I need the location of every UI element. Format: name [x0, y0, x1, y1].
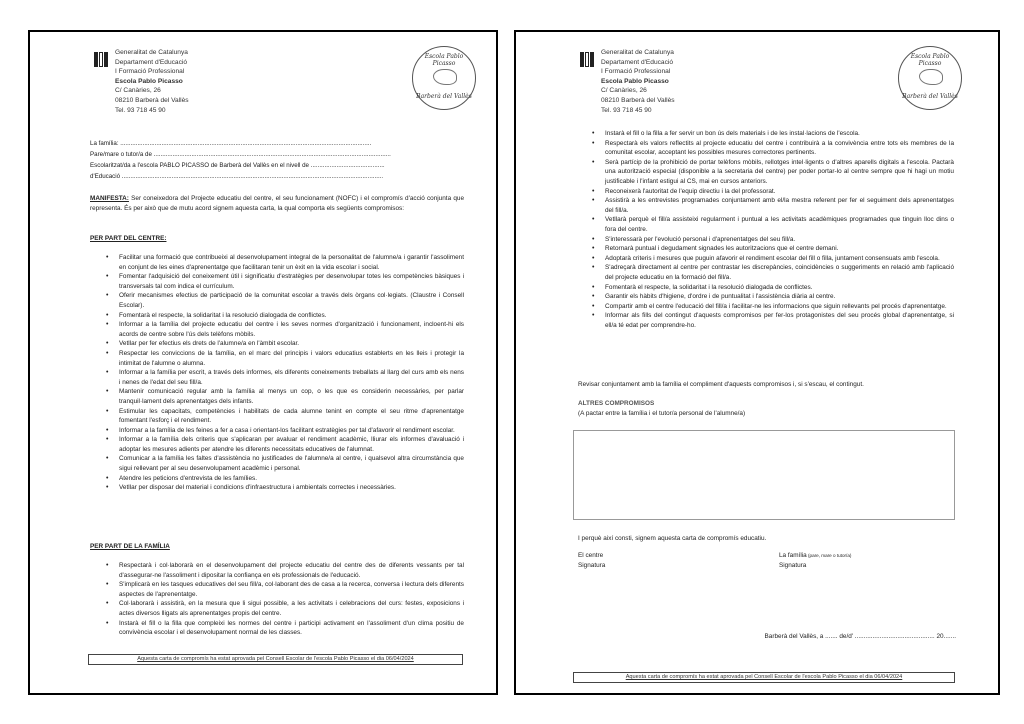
- phone: Tel. 93 718 45 90: [601, 106, 652, 114]
- address-line: 08210 Barberà del Vallès: [601, 96, 675, 104]
- dove-icon: [433, 69, 457, 85]
- place-date-field[interactable]: Barberà del Vallès, a ....... de/d' ............................................. 20.......: [764, 633, 956, 640]
- dove-icon: [919, 69, 943, 85]
- commitment-item: • Estimular les capacitats, competències i habilitats de cada alumne tenint en compte el seu ritme d'aprenentatge fomentant l'esforç i el rendiment.: [106, 407, 464, 426]
- letterhead-line: I Formació Professional: [601, 68, 671, 76]
- other-commitments-heading: ALTRES COMPROMISOS: [578, 400, 655, 407]
- manifesta-text: Ser coneixedora del Projecte educatiu del centre, el seu funcionament (NOFC) i el compromís d'acció conjunta que representa. És per això que de mutu acord signem aquesta carta, la qual comporta els següents compromisos:: [90, 195, 464, 212]
- commitment-item: • Oferir mecanismes efectius de participació de la comunitat escolar a través dels òrgans col·legiats. (Claustre i Consell Escolar).: [106, 291, 464, 310]
- address-line: C/ Canàries, 26: [601, 87, 647, 95]
- school-seal: [898, 46, 962, 110]
- letterhead-line: Departament d'Educació: [115, 58, 188, 66]
- generalitat-logo-icon: [580, 52, 594, 67]
- commitment-item: • Informar a la família de les feines a fer a casa i orientant-los facilitant estratègies per tal d'afavorir el rendiment escolar.: [106, 426, 464, 436]
- school-name: Escola Pablo Picasso: [115, 77, 183, 85]
- commitment-item: • Compartir amb el centre l'educació del fill/a i facilitar-ne les informacions que siguin rellevants pel procés d'aprenentatge.: [592, 302, 954, 312]
- commitment-item: • Garantir els hàbits d'higiene, d'ordre i de puntualitat i l'assistència diària al centre.: [592, 292, 954, 302]
- commitment-item: • Vetllar per disposar del material i condicions d'infraestructura i ambientals correctes i necessàries.: [106, 483, 464, 493]
- education-field[interactable]: d'Educació ........................................................................................................................................................: [90, 173, 384, 180]
- commitment-item: • Instarà el fill o la filla a fer servir un bon ús dels materials i de les instal·lacions de l'escola.: [592, 129, 954, 139]
- family-commitments-list: [106, 561, 464, 638]
- commitment-item: • Respectarà i col·laborarà en el desenvolupament del projecte educatiu del centre des de diferents vessants per tal d'assegurar-ne l'assoliment i dipositar la confiança en els professionals de l'educació.: [106, 561, 464, 580]
- commitment-item: • Serà partícip de la prohibició de portar telèfons mòbils, rellotges intel·ligents o d'altres aparells digitals a l'escola. Pactarà una autorització especial (disponible a la secretaria del centre) per poder portar-lo al centre sempre que hi hagi un motiu justificable i l'infant estigui al CS, mai en cursos anteriors.: [592, 158, 954, 187]
- approval-footer: Aquesta carta de compromís ha estat aprovada pel Consell Escolar de l'escola Pablo Picasso el dia 06/04/2024: [88, 654, 463, 665]
- family-label: La família: [779, 552, 807, 559]
- letterhead-line: Departament d'Educació: [601, 58, 674, 66]
- address-line: C/ Canàries, 26: [115, 87, 161, 95]
- signature-label[interactable]: Signatura: [578, 561, 606, 569]
- commitment-item: • Mantenir comunicació regular amb la família al menys un cop, o les que es considerin necessàries, per parlar tranquil·lament dels aprenentatges dels infants.: [106, 387, 464, 406]
- seal-text: Escola Pablo Picasso: [910, 53, 950, 67]
- commitment-item: • Fomentarà el respecte, la solidaritat i la resolució dialogada de conflictes.: [106, 311, 464, 321]
- manifesta-paragraph: [90, 194, 464, 213]
- letterhead-line: Generalitat de Catalunya: [601, 49, 674, 56]
- level-field[interactable]: Escolaritzat/da a l'escola PABLO PICASSO de Barberà del Vallès en el nivell de ...........................................: [90, 162, 385, 169]
- family-label-note: (pare, mare o tutor/a): [806, 553, 852, 558]
- commitment-item: • Fomentarà el respecte, la solidaritat i la resolució dialogada de conflictes.: [592, 283, 954, 293]
- letterhead: [115, 48, 189, 115]
- letterhead-line: I Formació Professional: [115, 68, 185, 76]
- family-heading: PER PART DE LA FAMÍLIA: [90, 543, 170, 550]
- approval-footer: Aquesta carta de compromís ha estat aprovada pel Consell Escolar de l'escola Pablo Picasso el dia 06/04/2024: [573, 672, 955, 683]
- commitment-item: • Adoptarà criteris i mesures que puguin afavorir el rendiment escolar del fill o filla, juntament consensuats amb l'escola.: [592, 254, 954, 264]
- family-field[interactable]: La família: ..................................................................................................................................................: [90, 140, 372, 147]
- manifesta-label: MANIFESTA:: [90, 195, 129, 202]
- commitment-item: • S'implicarà en les tasques educatives del seu fill/a, col·laborant des de casa a la recerca, conversa i lectura dels diferents aspectes de l'aprenentatge.: [106, 580, 464, 599]
- other-commitments-subtitle: (A pactar entre la família i el tutor/a personal de l'alumne/a): [578, 410, 746, 417]
- commitment-item: • S'adreçarà directament al centre per contrastar les discrepàncies, coincidències o suggeriments en relació amb l'aplicació del projecte educatiu en la formació del fill/a.: [592, 263, 954, 282]
- centre-heading: PER PART DEL CENTRE:: [90, 235, 167, 242]
- letterhead-line: Generalitat de Catalunya: [115, 49, 188, 56]
- commitment-item: • Respectar les conviccions de la família, en el marc del principis i valors educatius establerts en les lleis i protegir la intimitat de l'alumne o alumna.: [106, 349, 464, 368]
- commitment-item: • Instarà el fill o la filla que compleixi les normes del centre i participi activament en l'assoliment d'un clima positiu de convivència escolar i el desenvolupament normal de les classes.: [106, 619, 464, 638]
- family-commitments-list-continued: [592, 129, 954, 330]
- commitment-item: • Vetllarà perquè el fill/a assisteixi regularment i puntual a les activitats acadèmiques programades que tinguin lloc dins o fora del centre.: [592, 215, 954, 234]
- school-name: Escola Pablo Picasso: [601, 77, 669, 85]
- centre-commitments-list: [106, 253, 464, 493]
- seal-text: Escola Pablo Picasso: [424, 53, 464, 67]
- commitment-item: • S'interessarà per l'evolució personal i d'aprenentatges del seu fill/a.: [592, 235, 954, 245]
- commitment-item: • Atendre les peticions d'entrevista de les famílies.: [106, 474, 464, 484]
- guardian-field[interactable]: Pare/mare o tutor/a de ..........................................................................................................................................: [90, 151, 391, 158]
- seal-text: Barberà del Vallès: [902, 93, 958, 100]
- commitment-item: • Reconeixerà l'autoritat de l'equip directiu i la del professorat.: [592, 187, 954, 197]
- commitment-item: • Fomentar l'adquisició del coneixement útil i significatiu d'estratègies per desenvolupar totes les competències bàsiques i transversals tal com indica el currículum.: [106, 272, 464, 291]
- generalitat-logo-icon: [94, 52, 108, 67]
- commitment-item: • Informar a la família per escrit, a través dels informes, els diferents coneixements treballats al llarg del curs amb els nens i nenes de l'edat del seu fill/a.: [106, 368, 464, 387]
- commitment-item: • Informar a la família dels criteris que s'aplicaran per avaluar el rendiment acadèmic, lliurar els informes d'avaluació i adoptar les mesures adients per atendre les diferents necessitats educatives de l'alumnat.: [106, 435, 464, 454]
- commitment-item: • Retornarà puntual i degudament signades les autoritzacions que el centre demani.: [592, 244, 954, 254]
- centre-signature-block: [578, 551, 605, 570]
- commitment-item: • Assistirà a les entrevistes programades conjuntament amb el/la mestra referent per fer el seguiment dels aprenentatges del fill/a.: [592, 196, 954, 215]
- commitment-item: • Comunicar a la família les faltes d'assistència no justificades de l'alumne/a al centre, i qualsevol altra circumstància que sigui rellevant per al seu desenvolupament acadèmic i personal.: [106, 454, 464, 473]
- review-paragraph: Revisar conjuntament amb la família el compliment d'aquests compromisos i, si s'escau, el contingut.: [578, 381, 864, 388]
- commitment-item: • Informar a la família del projecte educatiu del centre i les seves normes d'organització i funcionament, incloent-hi els acords de centre sobre l'ús dels telèfons mòbils.: [106, 320, 464, 339]
- signature-label[interactable]: Signatura: [779, 561, 807, 569]
- commitment-item: • Col·laborarà i assistirà, en la mesura que li sigui possible, a les activitats i celebracions del curs: festes, exposicions i actes diversos lligats als aprenentatges propis del centre.: [106, 599, 464, 618]
- letterhead: [601, 48, 675, 115]
- other-commitments-textarea[interactable]: [573, 430, 955, 520]
- school-seal: [412, 46, 476, 110]
- centre-label: El centre: [578, 552, 604, 559]
- commitment-item: • Facilitar una formació que contribueixi al desenvolupament integral de la personalitat de l'alumne/a i garantir l'assoliment en conjunt de les eines d'aprenentatge que facilitaran tenir un èxit en la vida escolar i social.: [106, 253, 464, 272]
- document-page-1: [28, 30, 498, 695]
- student-info-form: [90, 138, 466, 182]
- commitment-item: • Respectarà els valors reflectits al projecte educatiu del centre i contribuirà a la convivència entre tots els membres de la comunitat escolar, acceptant les possibles mesures correctores pertinents.: [592, 139, 954, 158]
- address-line: 08210 Barberà del Vallès: [115, 96, 189, 104]
- document-page-2: [514, 30, 1000, 695]
- family-signature-block: [779, 551, 851, 570]
- commitment-item: • Informar als fills del contingut d'aquests compromisos per fer-los protagonistes del seu procés global d'aprenentatge, si ell/a té edat per comprendre-ho.: [592, 311, 954, 330]
- commitment-item: • Vetllar per fer efectius els drets de l'alumne/a en l'àmbit escolar.: [106, 339, 464, 349]
- phone: Tel. 93 718 45 90: [115, 106, 166, 114]
- closing-statement: I perquè així consti, signem aquesta carta de compromís educatiu.: [578, 535, 767, 542]
- seal-text: Barberà del Vallès: [416, 93, 472, 100]
